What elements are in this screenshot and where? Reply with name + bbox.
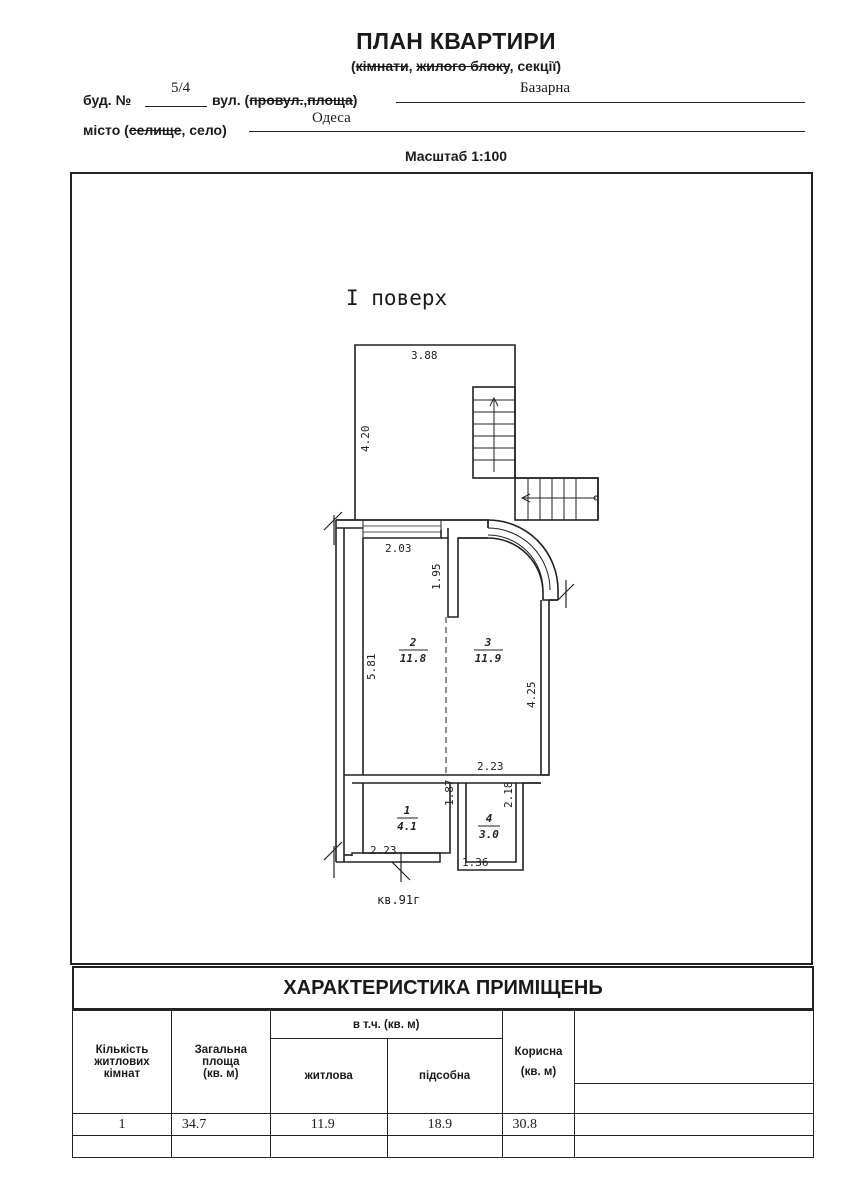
- dim-top-height: 4.20: [359, 425, 372, 452]
- svg-text:11.9: 11.9: [474, 652, 502, 665]
- value-total-area: 34.7: [171, 1114, 270, 1136]
- terrace-outline: [355, 345, 598, 520]
- svg-text:3.0: 3.0: [479, 828, 499, 841]
- dim-partition-height: 1.95: [430, 563, 443, 590]
- header-rooms-count: Кількість житлових кімнат: [73, 1011, 172, 1114]
- empty-row-cell: [387, 1136, 502, 1158]
- value-living: 11.9: [270, 1114, 387, 1136]
- dim-wc-height-right: 2.18: [502, 781, 515, 808]
- dim-wc-height-left: 1.87: [443, 779, 456, 806]
- empty-row-cell: [502, 1136, 575, 1158]
- staircase-side: [515, 478, 598, 520]
- empty-row-cell: [73, 1136, 172, 1158]
- dim-bottom-left-width: 2.23: [370, 844, 397, 857]
- header-auxiliary: підсобна: [387, 1039, 502, 1114]
- empty-row-cell: [270, 1136, 387, 1158]
- room-2-label: [399, 636, 428, 665]
- dim-right-room-height: 4.25: [525, 681, 538, 708]
- svg-text:4.1: 4.1: [397, 820, 417, 833]
- header-including: в т.ч. (кв. м): [270, 1011, 502, 1039]
- plan-title: ПЛАН КВАРТИРИ: [356, 28, 556, 54]
- city-value: Одеса: [312, 110, 351, 126]
- value-empty: [575, 1114, 814, 1136]
- svg-text:2: 2: [409, 636, 417, 649]
- svg-text:11.8: 11.8: [399, 652, 427, 665]
- street-label: вул. (провул.,площа): [212, 92, 358, 108]
- dim-top-width: 3.88: [411, 349, 438, 362]
- value-auxiliary: 18.9: [387, 1114, 502, 1136]
- header-empty-2: [575, 1084, 814, 1114]
- dim-right-bottom-width: 2.23: [477, 760, 504, 773]
- svg-text:3: 3: [484, 636, 492, 649]
- dim-left-room-width: 2.03: [385, 542, 412, 555]
- header-empty-1: [575, 1011, 814, 1084]
- room-1-label: [397, 804, 418, 833]
- building-number-value: 5/4: [171, 80, 191, 96]
- header-living: житлова: [270, 1039, 387, 1114]
- value-useful: 30.8: [502, 1114, 575, 1136]
- apartment-label: кв.91г: [377, 893, 421, 907]
- empty-row-cell: [171, 1136, 270, 1158]
- value-rooms-count: 1: [73, 1114, 172, 1136]
- characteristics-table: [72, 1010, 814, 1158]
- floor-title: I поверх: [346, 286, 448, 310]
- plan-subtitle: (кімнати, жилого блоку, секції): [350, 58, 562, 74]
- room-3-label: [474, 636, 503, 665]
- street-value: Базарна: [520, 80, 571, 96]
- header-total-area: Загальна площа (кв. м): [171, 1011, 270, 1114]
- scale-label: Масштаб 1:100: [404, 148, 508, 164]
- room-4-label: [478, 812, 500, 841]
- characteristics-title: ХАРАКТЕРИСТИКА ПРИМІЩЕНЬ: [72, 966, 814, 1010]
- svg-text:4: 4: [485, 812, 493, 825]
- svg-text:1: 1: [403, 804, 411, 817]
- header-useful: Корисна (кв. м): [502, 1011, 575, 1114]
- dim-bottom-right-width: 1.36: [462, 856, 489, 869]
- building-label: буд. №: [83, 92, 132, 108]
- dim-left-room-height: 5.81: [365, 653, 378, 680]
- empty-row-cell: [575, 1136, 814, 1158]
- city-label: місто (селище, село): [83, 122, 227, 138]
